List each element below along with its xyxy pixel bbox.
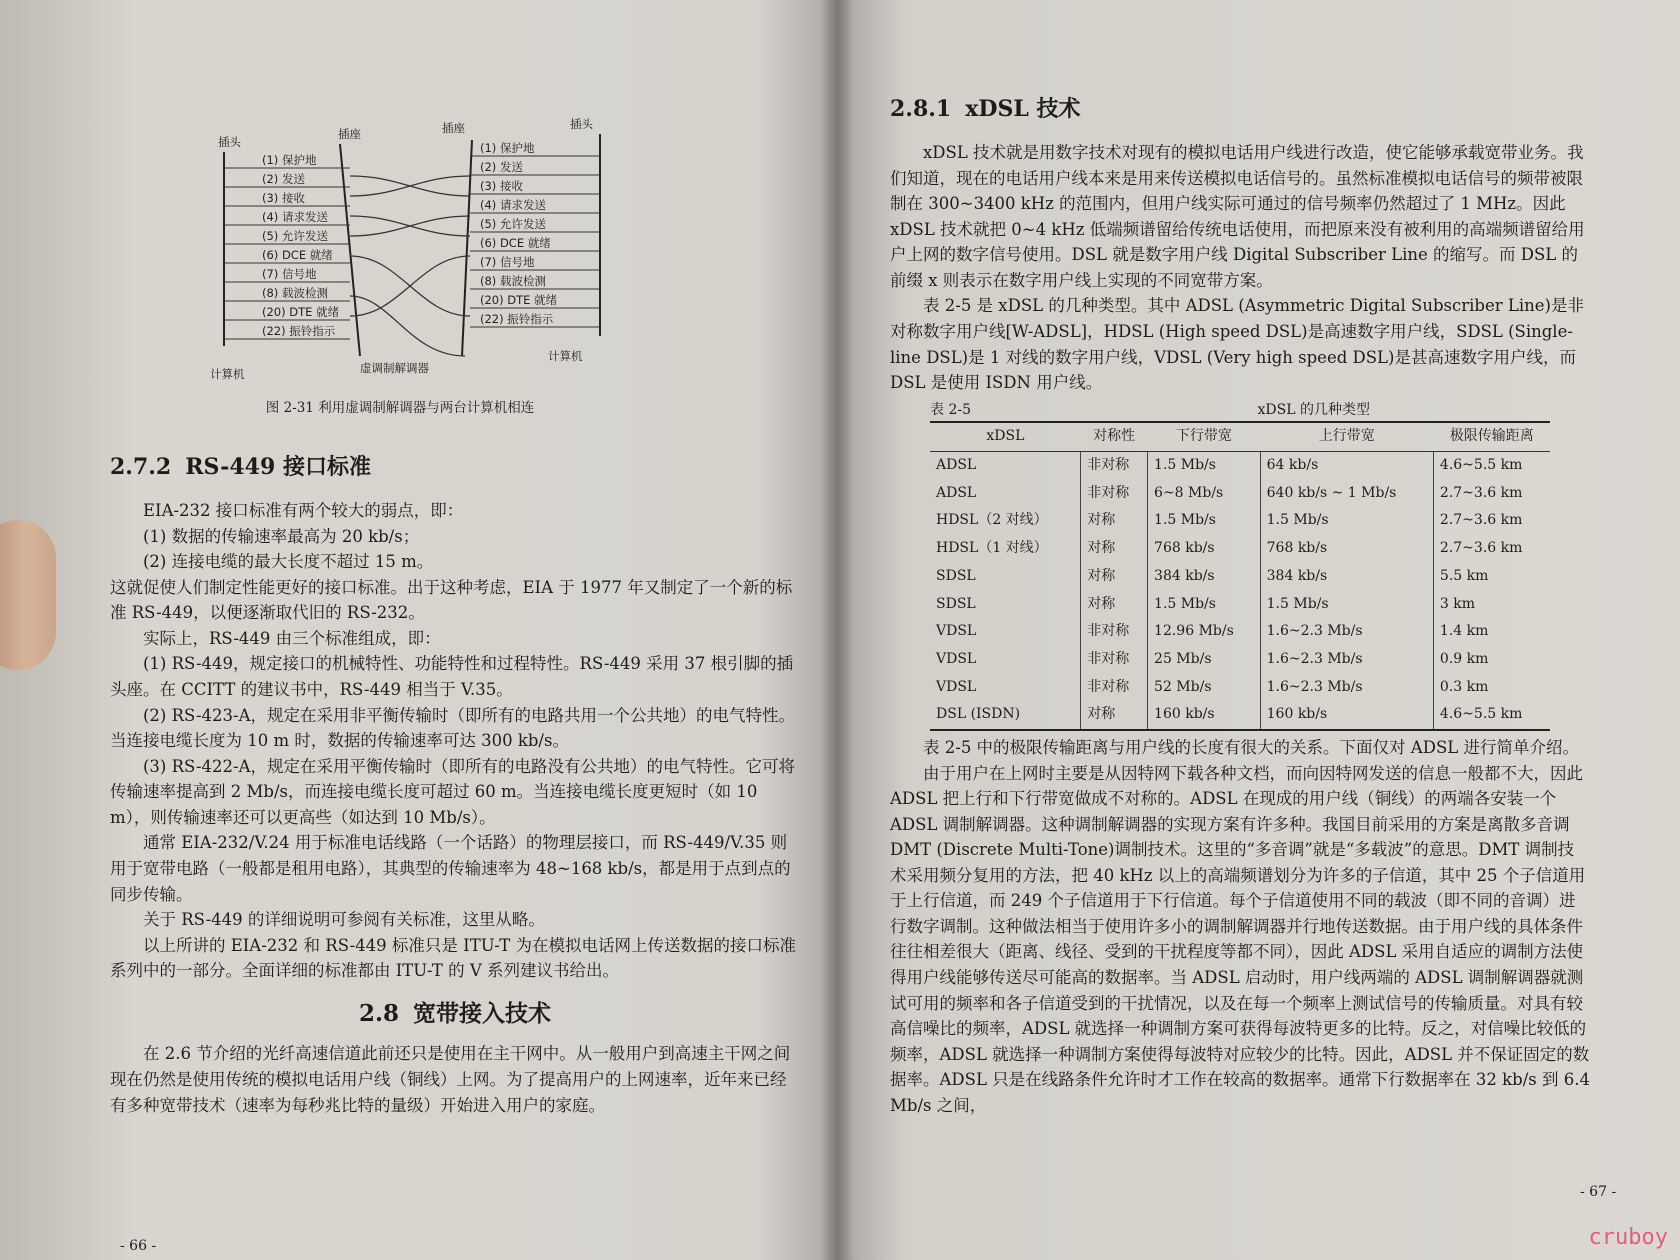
- right-page-number: - 67 -: [1580, 1184, 1617, 1200]
- table-cell: 对称: [1081, 591, 1148, 619]
- section-2-8-heading: 2.8 宽带接入技术: [358, 999, 551, 1027]
- pin-label-right: (3) 接收: [480, 179, 523, 193]
- paragraph: (3) RS-422-A，规定在采用平衡传输时（即所有的电路没有公共地）的电气特性。它可将传输速率提高到 2 Mb/s，而连接电缆长度可超过 60 m。当连接电缆长度更短时（如 10 m），则传输速率还可以更高些（如达到 10 Mb/s）。: [110, 756, 796, 827]
- table-cell: 0.9 km: [1433, 646, 1550, 674]
- table-cell: HDSL（1 对线）: [936, 540, 1048, 557]
- socket-a-label: 插座: [338, 127, 361, 141]
- watermark: cruboy: [1588, 1225, 1668, 1250]
- pin-label-right: (4) 请求发送: [480, 198, 546, 212]
- paragraph: 表 2-5 是 xDSL 的几种类型。其中 ADSL (Asymmetric Digital Subscriber Line)是非对称数字用户线[W-ADSL]，HDSL (High speed DSL)是高速数字用户线，SDSL (Single-line DSL)是 1 对线的数字用户线，VDSL (Very high speed DSL)是甚高速数字用户线，而 DSL 是使用 ISDN 用户线。: [890, 296, 1584, 393]
- table-cell: DSL (ISDN): [930, 701, 1081, 730]
- table-cell: 对称: [1081, 701, 1148, 730]
- pin-label-right: (1) 保护地: [480, 141, 535, 155]
- pin-label-left: (1) 保护地: [262, 153, 317, 167]
- table-cell: 52 Mb/s: [1148, 674, 1261, 702]
- xdsl-table: [930, 421, 1550, 731]
- paragraph: (2) 连接电缆的最大长度不超过 15 m。: [143, 552, 434, 572]
- pin-label-left: (6) DCE 就绪: [262, 248, 333, 262]
- table-cell: 非对称: [1081, 674, 1148, 702]
- paragraph: EIA-232 接口标准有两个较大的弱点，即：: [143, 501, 464, 521]
- pin-label-left: (7) 信号地: [262, 267, 317, 281]
- left-pin-labels: [224, 153, 350, 339]
- table-row: [930, 591, 1550, 619]
- right-page: [840, 0, 1680, 1260]
- table-cell: 对称: [1081, 535, 1148, 563]
- table-cell: 1.6~2.3 Mb/s: [1260, 618, 1433, 646]
- table-cell: 384 kb/s: [1260, 563, 1433, 591]
- pin-label-right: (5) 允许发送: [480, 217, 546, 231]
- table-cell: 160 kb/s: [1260, 701, 1433, 730]
- table-header-row: [930, 422, 1550, 451]
- computer-left-label: 计算机: [210, 367, 245, 381]
- table-header-cell: 极限传输距离: [1433, 422, 1550, 451]
- table-cell: 4.6~5.5 km: [1433, 452, 1550, 480]
- table-cell: 对称: [1081, 507, 1148, 535]
- table-cell: 5.5 km: [1433, 563, 1550, 591]
- paragraph: 表 2-5 中的极限传输距离与用户线的长度有很大的关系。下面仅对 ADSL 进行简单介绍。: [923, 737, 1579, 757]
- table-header-cell: xDSL: [930, 422, 1081, 451]
- table-header-cell: 下行带宽: [1148, 422, 1261, 451]
- socket-b-label: 插座: [442, 121, 465, 135]
- plug-right-label: 插头: [570, 117, 593, 131]
- pin-label-left: (22) 振铃指示: [262, 324, 336, 338]
- table-cell: 非对称: [1081, 618, 1148, 646]
- table-cell: 3 km: [1433, 591, 1550, 619]
- left-text: [110, 450, 800, 1118]
- paragraph: 实际上，RS-449 由三个标准组成，即：: [143, 628, 441, 648]
- paragraph: (1) RS-449，规定接口的机械特性、功能特性和过程特性。RS-449 采用 37 根引脚的插头座。在 CCITT 的建议书中，RS-449 相当于 V.35。: [110, 654, 794, 700]
- pin-label-right: (6) DCE 就绪: [480, 236, 551, 250]
- table-header-cell: 对称性: [1081, 422, 1148, 451]
- null-modem-diagram: [200, 116, 620, 386]
- section-2-8-1-heading: 2.8.1 xDSL 技术: [890, 96, 1081, 122]
- table-cell: 384 kb/s: [1148, 563, 1261, 591]
- right-text: [890, 92, 1590, 1118]
- table-cell: 160 kb/s: [1148, 701, 1261, 730]
- paragraph: 在 2.6 节介绍的光纤高速信道此前还只是使用在主干网中。从一般用户到高速主干网之间现在仍然是使用传统的模拟电话用户线（铜线）上网。为了提高用户的上网速率，近年来已经有多种宽带技术（速率为每秒兆比特的量级）开始进入用户的家庭。: [110, 1044, 791, 1115]
- modem-label: 虚调制解调器: [360, 361, 429, 375]
- table-cell: 1.4 km: [1433, 618, 1550, 646]
- table-cell: 2.7~3.6 km: [1433, 535, 1550, 563]
- table-cell: 非对称: [1081, 480, 1148, 508]
- table-cell: 对称: [1081, 563, 1148, 591]
- table-header-cell: 上行带宽: [1260, 422, 1433, 451]
- table-row: [930, 452, 1550, 480]
- table-cell: 6~8 Mb/s: [1148, 480, 1261, 508]
- table-cell: 2.7~3.6 km: [1433, 480, 1550, 508]
- pin-label-right: (22) 振铃指示: [480, 312, 554, 326]
- table-cell: 1.5 Mb/s: [1260, 591, 1433, 619]
- paragraph: 通常 EIA-232/V.24 用于标准电话线路（一个话路）的物理层接口，而 RS-449/V.35 则用于宽带电路（一般都是租用电路），其典型的传输速率为 48~168 kb/s，都是用于点到点的同步传输。: [110, 833, 791, 904]
- table-row: [930, 563, 1550, 591]
- paragraph: 以上所讲的 EIA-232 和 RS-449 标准只是 ITU-T 为在模拟电话网上传送数据的接口标准系列中的一部分。全面详细的标准都由 ITU-T 的 V 系列建议书给出。: [110, 935, 797, 981]
- table-cell: ADSL: [936, 484, 977, 501]
- table-cell: 768 kb/s: [1148, 535, 1261, 563]
- table-cell: 12.96 Mb/s: [1148, 618, 1261, 646]
- table-cell: 2.7~3.6 km: [1433, 507, 1550, 535]
- table-cell: HDSL（2 对线）: [936, 512, 1048, 529]
- table-cell: VDSL: [936, 650, 977, 667]
- section-2-7-2-heading: 2.7.2 RS-449 接口标准: [110, 454, 371, 480]
- table-cell: SDSL: [936, 595, 976, 612]
- table-cell: 1.5 Mb/s: [1148, 507, 1261, 535]
- pin-label-left: (5) 允许发送: [262, 229, 328, 243]
- paragraph: xDSL 技术就是用数字技术对现有的模拟电话用户线进行改造，使它能够承载宽带业务。我们知道，现在的电话用户线本来是用来传送模拟电话信号的。虽然标准模拟电话信号的频带被限制在 300~3400 kHz 的范围内，但用户线实际可通过的信号频率仍然超过了 1 MHz。因此 xDSL 技术就把 0~4 kHz 低端频谱留给传统电话使用，而把原来没有被利用的高端频谱留给用户上网的数字信号使用。DSL 就是数字用户线 Digital Subscriber Line 的缩写。而 DSL 的前缀 x 则表示在数字用户线上实现的不同宽带方案。: [890, 143, 1585, 290]
- table-row: [930, 674, 1550, 702]
- table-cell: VDSL: [936, 623, 977, 640]
- table-cell: SDSL: [936, 567, 976, 584]
- table-row: [930, 701, 1550, 730]
- table-cell: 非对称: [1081, 452, 1148, 480]
- pin-label-right: (2) 发送: [480, 160, 523, 174]
- table-cell: 1.6~2.3 Mb/s: [1260, 674, 1433, 702]
- table-cell: 640 kb/s ~ 1 Mb/s: [1260, 480, 1433, 508]
- pin-label-left: (3) 接收: [262, 191, 305, 205]
- table-row: [930, 480, 1550, 508]
- paragraph: 关于 RS-449 的详细说明可参阅有关标准，这里从略。: [143, 910, 545, 930]
- table-cell: 1.5 Mb/s: [1260, 507, 1433, 535]
- table-cell: 非对称: [1081, 646, 1148, 674]
- paragraph: 这就促使人们制定性能更好的接口标准。出于这种考虑，EIA 于 1977 年又制定了一个新的标准 RS-449，以便逐渐取代旧的 RS-232。: [110, 577, 793, 623]
- pin-label-right: (20) DTE 就绪: [480, 293, 558, 307]
- computer-right-label: 计算机: [548, 349, 583, 363]
- pin-label-left: (4) 请求发送: [262, 210, 328, 224]
- table-row: [930, 618, 1550, 646]
- table-cell: 1.6~2.3 Mb/s: [1260, 646, 1433, 674]
- table-cell: ADSL: [936, 457, 977, 474]
- table-cell: 1.5 Mb/s: [1148, 452, 1261, 480]
- pin-label-left: (20) DTE 就绪: [262, 305, 340, 319]
- table-row: [930, 646, 1550, 674]
- table-cell: 64 kb/s: [1260, 452, 1433, 480]
- table-cell: 0.3 km: [1433, 674, 1550, 702]
- paragraph: (2) RS-423-A，规定在采用非平衡传输时（即所有的电路共用一个公共地）的电气特性。当连接电缆长度为 10 m 时，数据的传输速率可达 300 kb/s。: [110, 705, 796, 751]
- table-title: xDSL 的几种类型: [1257, 401, 1370, 418]
- figure-caption: 图 2-31 利用虚调制解调器与两台计算机相连: [265, 400, 535, 416]
- plug-left-label: 插头: [218, 135, 241, 149]
- table-row: [930, 507, 1550, 535]
- right-pin-labels: [470, 141, 600, 327]
- table-cell: 25 Mb/s: [1148, 646, 1261, 674]
- pin-label-right: (8) 载波检测: [480, 274, 546, 288]
- table-row: [930, 535, 1550, 563]
- left-page-number: - 66 -: [120, 1238, 157, 1254]
- table-cell: 4.6~5.5 km: [1433, 701, 1550, 730]
- pin-label-right: (7) 信号地: [480, 255, 535, 269]
- paragraph: (1) 数据的传输速率最高为 20 kb/s；: [143, 526, 420, 546]
- paragraph: 由于用户在上网时主要是从因特网下载各种文档，而向因特网发送的信息一般都不大，因此 ADSL 把上行和下行带宽做成不对称的。ADSL 在现成的用户线（铜线）的两端各安装一个 ADSL 调制解调器。这种调制解调器的实现方案有许多种。我国目前采用的方案是离散多音调 DMT (Discrete Multi-Tone)调制技术。这里的“多音调”就是“多载波”的意思。DMT 调制技术采用频分复用的方法，把 40 kHz 以上的高端频谱划分为许多的子信道，其中 25 个子信道用于上行信道，而 249 个子信道用于下行信道。每个子信道使用不同的载波（即不同的音调）进行数字调制。这种做法相当于使用许多小的调制解调器并行地传送数据。由于用户线的具体条件往往相差很大（距离、线径、受到的干扰程度等都不同），因此 ADSL 采用自适应的调制方法使得用户线能够传送尽可能高的数据率。当 ADSL 启动时，用户线两端的 ADSL 调制解调器就测试可用的频率和各子信道受到的干扰情况，以及在每一个频率上测试信号的传输质量。对具有较高信噪比的频率，ADSL 就选择一种调制方案可获得每波特更多的比特。反之，对信噪比较低的频率，ADSL 就选择一种调制方案使得每波特对应较少的比特。因此，ADSL 并不保证固定的数据率。ADSL 只是在线路条件允许时才工作在较高的数据率。通常下行数据率在 32 kb/s 到 6.4 Mb/s 之间，: [890, 763, 1590, 1115]
- pin-label-left: (8) 载波检测: [262, 286, 328, 300]
- pin-label-left: (2) 发送: [262, 172, 305, 186]
- xdsl-table-block: [930, 400, 1550, 731]
- table-cell: 1.5 Mb/s: [1148, 591, 1261, 619]
- table-cell: VDSL: [936, 678, 977, 695]
- left-page: [0, 0, 830, 1260]
- table-cell: 768 kb/s: [1260, 535, 1433, 563]
- table-label: 表 2-5: [930, 401, 971, 418]
